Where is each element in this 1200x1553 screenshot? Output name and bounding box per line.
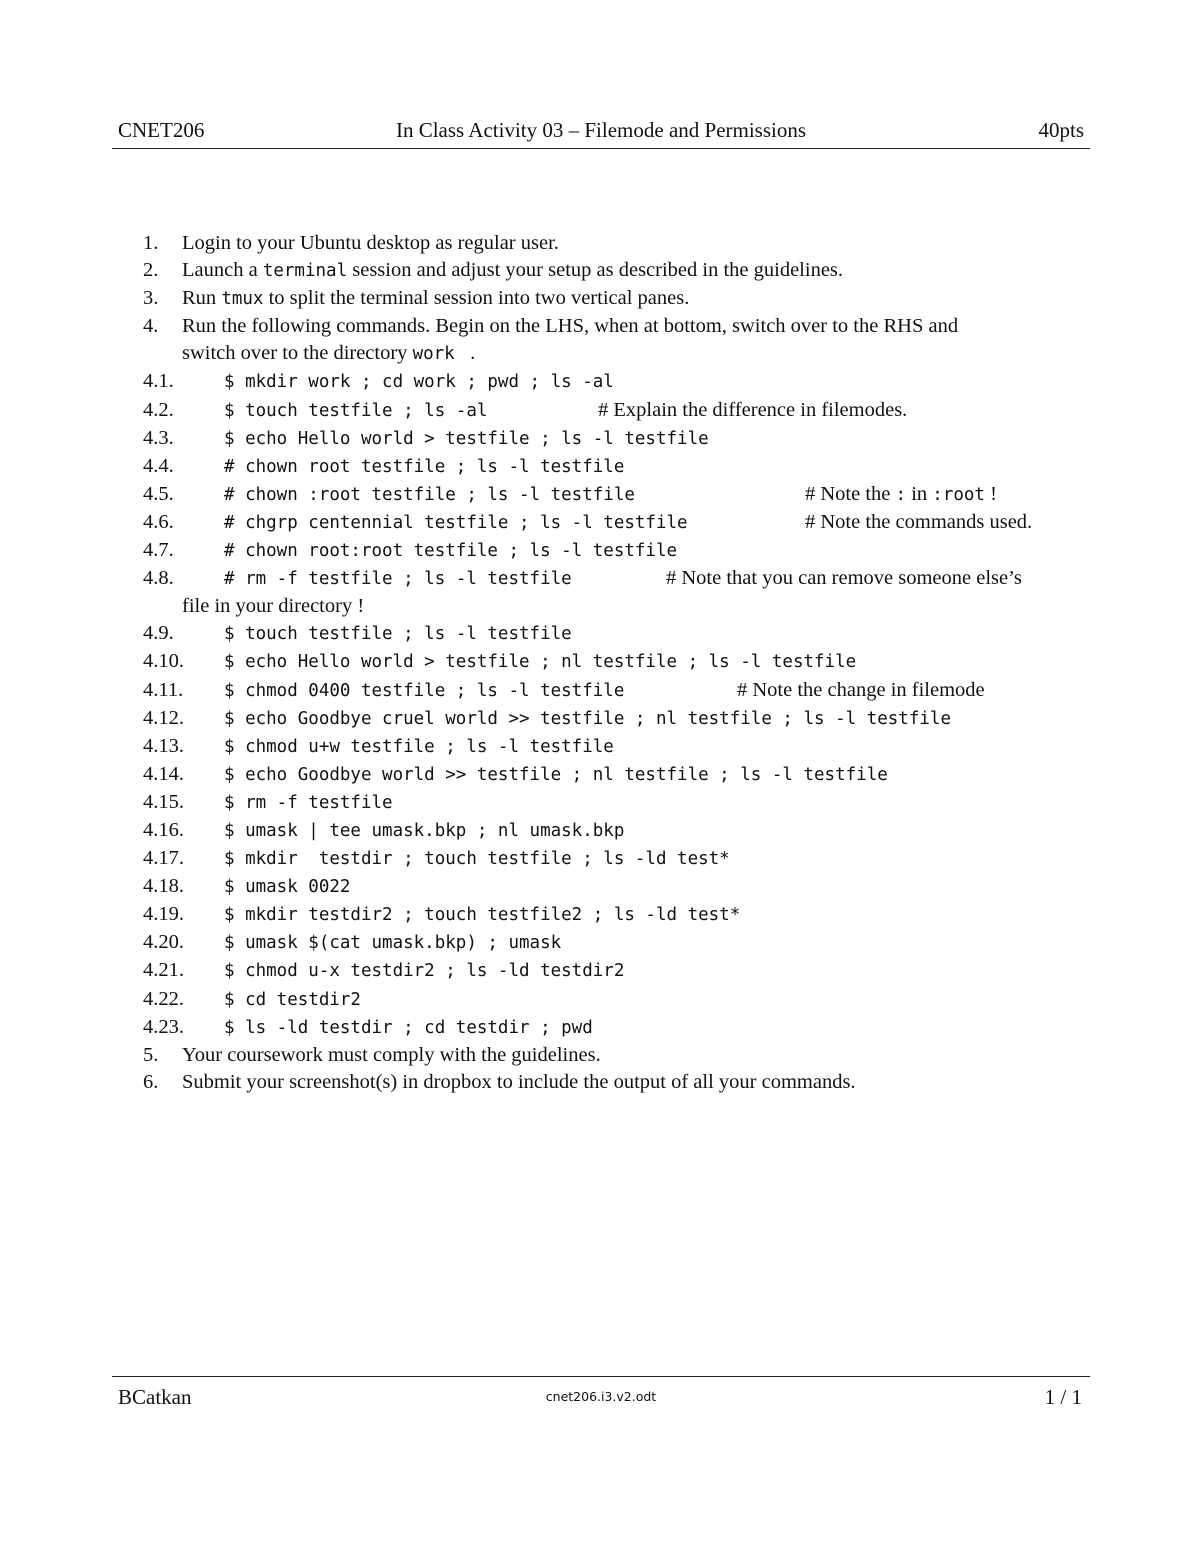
command-row (143, 425, 1093, 453)
points-label: 40pts (1038, 118, 1084, 142)
item-number: 4.15. (143, 790, 184, 813)
item-number: 4.1. (143, 370, 174, 393)
command-text: $ chmod u-x testdir2 ; ls -ld testdir2 (224, 961, 625, 982)
command-row (143, 901, 1093, 929)
item-number: 6. (143, 1070, 159, 1093)
command-row (143, 565, 1093, 620)
list-item (143, 1042, 1093, 1069)
command-row (143, 537, 1093, 565)
note-text: # Note the (805, 482, 896, 505)
command-text: $ touch testfile ; ls -al (224, 400, 488, 421)
command-text: $ rm -f testfile (224, 792, 393, 813)
inline-code: tmux (221, 289, 264, 310)
file-name: cnet206.i3.v2.odt (545, 1389, 657, 1404)
command-row (143, 677, 1093, 705)
page-title: In Class Activity 03 – Filemode and Permissions (395, 118, 807, 142)
command-row (143, 648, 1093, 676)
command-text: # chown :root testfile ; ls -l testfile (224, 484, 635, 505)
command-text: $ echo Hello world > testfile ; ls -l testfile (224, 428, 709, 449)
inline-code: : (895, 484, 907, 505)
item-number: 4.22. (143, 987, 184, 1010)
command-note (805, 481, 997, 509)
command-text: $ umask $(cat umask.bkp) ; umask (224, 933, 562, 954)
command-row (143, 620, 1093, 648)
item-text: . (470, 342, 476, 365)
command-text: $ ls -ld testdir ; cd testdir ; pwd (224, 1017, 593, 1038)
item-text: session and adjust your setup as described in the guidelines. (347, 259, 844, 282)
item-text: Submit your screenshot(s) in dropbox to include the output of all your commands. (182, 1070, 856, 1093)
command-text: $ echo Hello world > testfile ; nl testfile ; ls -l testfile (224, 652, 857, 673)
item-number: 4.16. (143, 818, 184, 841)
command-row (143, 705, 1093, 733)
item-text: to split the terminal session into two vertical panes. (268, 287, 690, 310)
inline-code: :root (932, 484, 985, 505)
command-row (143, 873, 1093, 901)
command-row (143, 845, 1093, 873)
item-number: 4.20. (143, 931, 184, 954)
command-row (143, 509, 1093, 537)
command-row (143, 929, 1093, 957)
item-number: 4.7. (143, 539, 174, 562)
course-code: CNET206 (118, 118, 205, 142)
command-text: # chgrp centennial testfile ; ls -l testfile (224, 512, 688, 533)
command-text: $ cd testdir2 (224, 989, 361, 1010)
command-row (143, 986, 1093, 1014)
command-row (143, 368, 1093, 396)
command-text: $ echo Goodbye world >> testfile ; nl testfile ; ls -l testfile (224, 764, 888, 785)
note-text: in (911, 482, 933, 505)
item-number: 4.2. (143, 398, 174, 421)
instruction-list (143, 230, 1093, 1096)
command-text: $ echo Goodbye cruel world >> testfile ; nl testfile ; ls -l testfile (224, 708, 951, 729)
author-name: BCatkan (118, 1385, 192, 1409)
command-note: # Note that you can remove someone else’s (666, 567, 1022, 590)
command-text: # chown root:root testfile ; ls -l testfile (224, 541, 678, 562)
item-number: 3. (143, 287, 159, 310)
command-text: $ mkdir work ; cd work ; pwd ; ls -al (224, 372, 614, 393)
command-text: $ chmod u+w testfile ; ls -l testfile (224, 736, 614, 757)
command-text: $ mkdir testdir2 ; touch testfile2 ; ls -ld test* (224, 905, 741, 926)
item-text: Run (182, 287, 222, 310)
item-number: 4.21. (143, 959, 184, 982)
item-number: 4.5. (143, 482, 174, 505)
page-header (112, 116, 1090, 149)
item-number: 4.8. (143, 567, 174, 590)
item-number: 4.10. (143, 650, 184, 673)
item-number: 4.4. (143, 454, 174, 477)
command-text: $ chmod 0400 testfile ; ls -l testfile (224, 680, 625, 701)
item-number: 4.14. (143, 762, 184, 785)
command-row (143, 481, 1093, 509)
item-number: 4.6. (143, 510, 174, 533)
item-text: switch over to the directory (182, 342, 413, 365)
command-row (143, 789, 1093, 817)
page-number: 1 / 1 (1044, 1385, 1082, 1409)
item-number: 4.19. (143, 903, 184, 926)
item-text: Launch a (182, 259, 263, 282)
item-number: 4.18. (143, 875, 184, 898)
item-text: Run the following commands. Begin on the LHS, when at bottom, switch over to the RHS and (182, 315, 959, 338)
item-number: 1. (143, 232, 159, 254)
item-number: 4.17. (143, 847, 184, 870)
command-note: # Explain the difference in filemodes. (598, 398, 908, 421)
list-item (143, 1069, 1093, 1096)
item-number: 5. (143, 1043, 159, 1066)
command-text: $ touch testfile ; ls -l testfile (224, 624, 572, 645)
list-item (143, 230, 1093, 257)
command-text: $ umask 0022 (224, 877, 351, 898)
command-note: # Note the change in filemode (737, 678, 985, 701)
command-row (143, 957, 1093, 985)
item-text: Login to your Ubuntu desktop as regular user. (182, 232, 559, 254)
list-item (143, 257, 1093, 285)
inline-code: work (412, 344, 455, 365)
command-note: # Note the commands used. (805, 510, 1033, 533)
item-number: 4.12. (143, 706, 184, 729)
list-item (143, 285, 1093, 313)
list-item (143, 313, 1093, 368)
item-number: 4.11. (143, 678, 184, 701)
item-number: 2. (143, 259, 159, 282)
item-number: 4.13. (143, 734, 184, 757)
command-text: $ mkdir testdir ; touch testfile ; ls -ld test* (224, 849, 730, 870)
command-row (143, 733, 1093, 761)
note-text: ! (984, 482, 997, 505)
command-text: # chown root testfile ; ls -l testfile (224, 456, 625, 477)
inline-code: terminal (262, 261, 348, 282)
command-note: file in your directory ! (182, 595, 365, 618)
command-text: $ umask | tee umask.bkp ; nl umask.bkp (224, 820, 625, 841)
item-text: Your coursework must comply with the guidelines. (182, 1043, 601, 1066)
command-row (143, 397, 1093, 425)
item-number: 4.3. (143, 426, 174, 449)
command-row (143, 761, 1093, 789)
command-row (143, 1014, 1093, 1042)
item-number: 4.9. (143, 622, 174, 645)
command-text: # rm -f testfile ; ls -l testfile (224, 569, 572, 590)
item-number: 4. (143, 315, 159, 338)
command-row (143, 453, 1093, 481)
command-row (143, 817, 1093, 845)
page-footer (112, 1376, 1090, 1417)
item-number: 4.23. (143, 1015, 184, 1038)
